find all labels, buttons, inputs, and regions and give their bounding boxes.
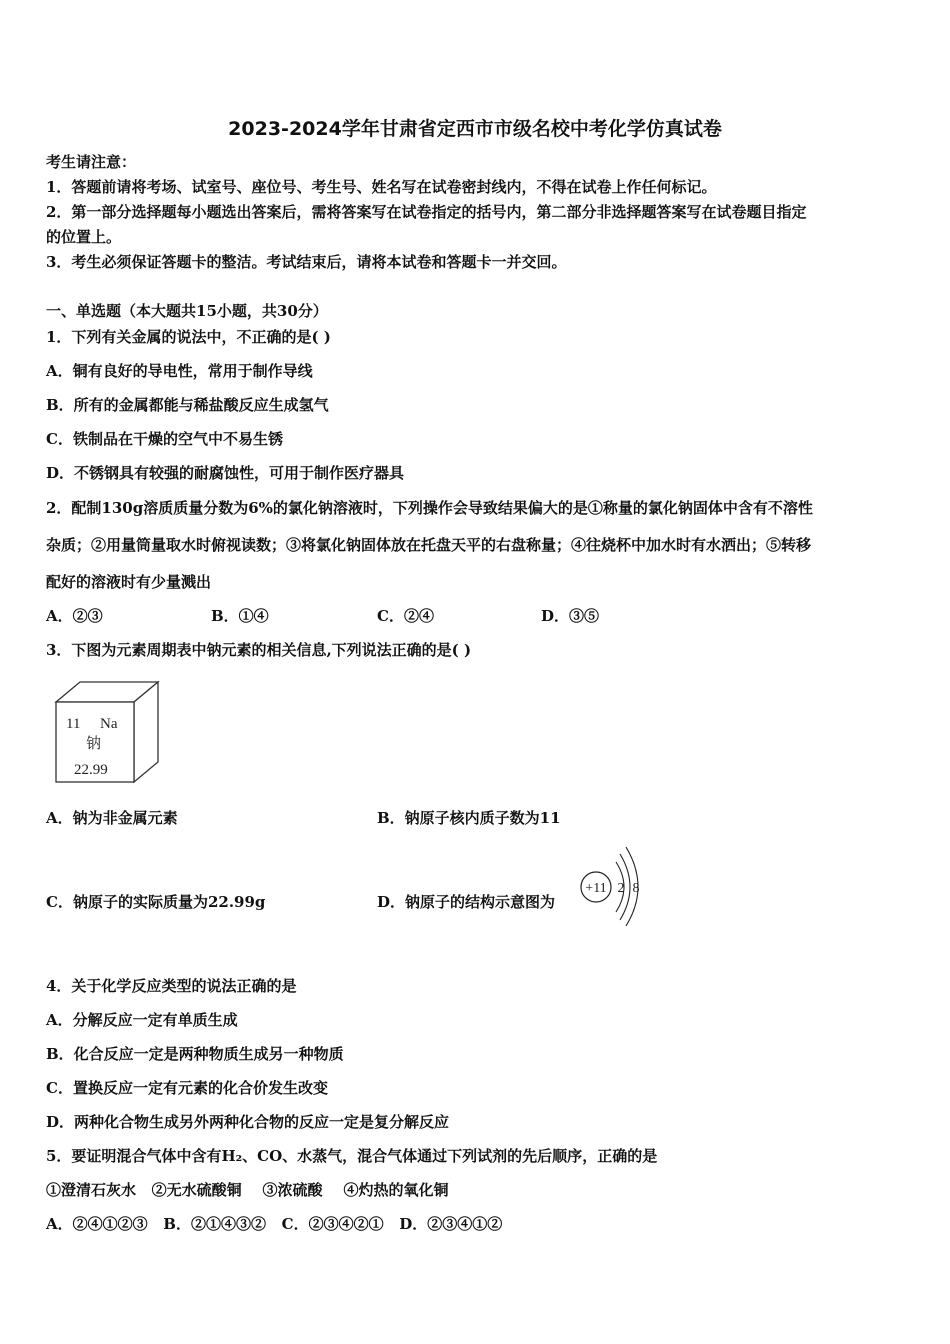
question-stem: 3．下图为元素周期表中钠元素的相关信息,下列说法正确的是( ) (46, 641, 472, 659)
question-stem: 5．要证明混合气体中含有H₂、CO、水蒸气，混合气体通过下列试剂的先后顺序，正确的是 (46, 1147, 658, 1165)
element-name: 钠 (86, 736, 102, 752)
option-c: C．钠原子的实际质量为22.99g (46, 893, 266, 911)
option-a: A．分解反应一定有单质生成 (46, 1011, 238, 1029)
option-d: D．两种化合物生成另外两种化合物的反应一定是复分解反应 (46, 1113, 450, 1131)
option-d: D．钠原子的结构示意图为 (377, 893, 556, 911)
shell-2-electrons: 8 (632, 881, 640, 896)
option-c: C．置换反应一定有元素的化合价发生改变 (46, 1079, 328, 1097)
question-stem: 4．关于化学反应类型的说法正确的是 (46, 977, 297, 995)
notice-item-1: 1．答题前请将考场、试室号、座位号、考生号、姓名写在试卷密封线内，不得在试卷上作任何标记。 (46, 178, 717, 196)
notice-item-2: 2．第一部分选择题每小题选出答案后，需将答案写在试卷指定的括号内，第二部分非选择题答案写在试卷题目指定 (46, 203, 807, 221)
option-d: D．③⑤ (541, 607, 600, 625)
notice-heading: 考生请注意： (46, 153, 137, 171)
answer-options: A．②④①②③ B．②①④③② C．②③④②① D．②③④①② (46, 1215, 503, 1233)
sodium-atom-structure-diagram (576, 842, 651, 927)
option-a: A．铜有良好的导电性，常用于制作导线 (46, 362, 313, 380)
atomic-number: 11 (66, 716, 81, 732)
question-stem-line-3: 配好的溶液时有少量溅出 (46, 573, 212, 591)
option-a: A．②③ (46, 607, 103, 625)
periodic-element-cell (50, 678, 165, 788)
option-b: B．钠原子核内质子数为11 (377, 809, 561, 827)
nucleus-charge: +11 (585, 881, 607, 896)
question-stem-line-2: 杂质；②用量筒量取水时俯视读数；③将氯化钠固体放在托盘天平的右盘称量；④往烧杯中加水时有水洒出；⑤转移 (46, 536, 812, 554)
option-b: B．①④ (211, 607, 269, 625)
shell-1-electrons: 2 (617, 881, 625, 896)
option-d: D．不锈钢具有较强的耐腐蚀性，可用于制作医疗器具 (46, 464, 405, 482)
section-heading: 一、单选题（本大题共15小题，共30分） (46, 302, 328, 320)
option-b: B．化合反应一定是两种物质生成另一种物质 (46, 1045, 344, 1063)
notice-item-3: 3．考生必须保证答题卡的整洁。考试结束后，请将本试卷和答题卡一并交回。 (46, 253, 567, 271)
question-stem: 1．下列有关金属的说法中，不正确的是( ) (46, 328, 331, 346)
exam-title: 2023-2024学年甘肃省定西市市级名校中考化学仿真试卷 (228, 118, 722, 140)
reagent-list: ①澄清石灰水 ②无水硫酸铜 ③浓硫酸 ④灼热的氧化铜 (46, 1181, 449, 1199)
notice-item-2-cont: 的位置上。 (46, 228, 122, 246)
question-stem-line-1: 2．配制130g溶质质量分数为6%的氯化钠溶液时，下列操作会导致结果偏大的是①称量的氯化钠固体中含有不溶性 (46, 499, 813, 517)
option-b: B．所有的金属都能与稀盐酸反应生成氢气 (46, 396, 329, 414)
option-c: C．铁制品在干燥的空气中不易生锈 (46, 430, 283, 448)
element-symbol: Na (100, 716, 118, 732)
atomic-mass: 22.99 (74, 762, 108, 778)
option-a: A．钠为非金属元素 (46, 809, 178, 827)
option-c: C．②④ (377, 607, 434, 625)
